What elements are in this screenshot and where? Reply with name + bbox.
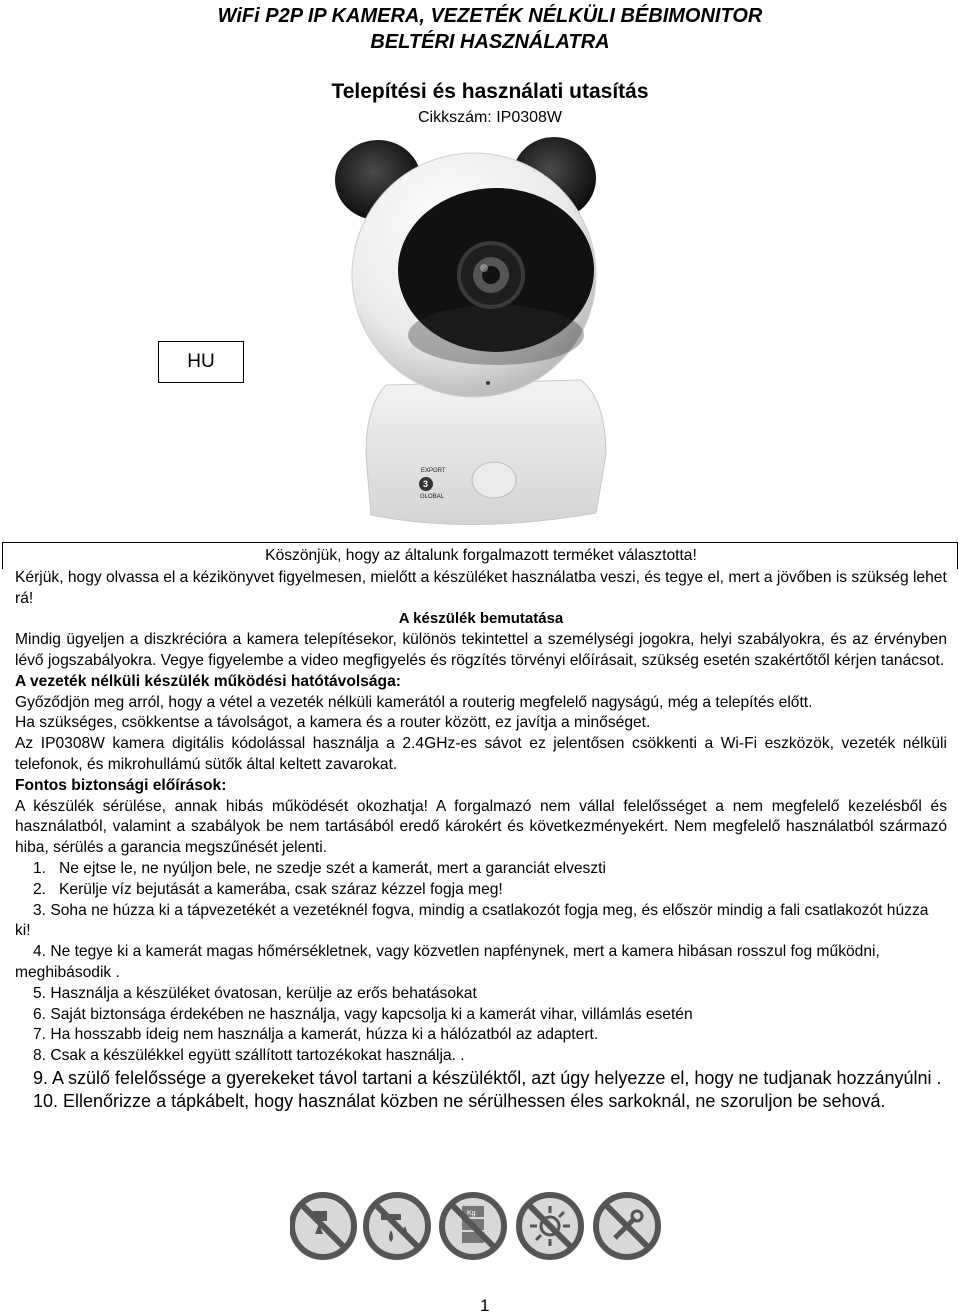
page-number: 1 <box>480 1296 490 1315</box>
rule-item: 3. Soha ne húzza ki a tápvezetékét a vezetéknél fogva, mindig a csatlakozót fogja meg, és először mindig a fali csatlakozót húzza ki! <box>15 901 929 940</box>
no-heavy-load-icon <box>442 1195 504 1257</box>
thanks-text: Köszönjük, hogy az általunk forgalmazott terméket választotta! <box>265 547 697 564</box>
document-subtitle: Telepítési és használati utasítás <box>331 80 649 103</box>
document-title-line2: BELTÉRI HASZNÁLATRA <box>370 31 610 53</box>
no-drop-icon <box>292 1195 354 1257</box>
camera-button <box>472 462 516 498</box>
section3-heading: Fontos biztonsági előírások: <box>15 776 227 794</box>
document-body <box>15 546 947 1113</box>
rule-item: 10. Ellenőrizze a tápkábelt, hogy használat közben ne sérülhessen éles sarkoknál, ne szoruljon be sehová. <box>33 1090 886 1111</box>
language-box: HU <box>158 341 244 383</box>
svg-text:Kg: Kg <box>467 1210 476 1217</box>
section1-text: Mindig ügyeljen a diszkrécióra a kamera telepítésekor, különös tekintettel a személységi jogokra, helyi szabályokra, és az érvényben lévő jogszabályokra. Vegye figyelembe a video megfigyelés és rögzítés törvényi előírásait, szükség esetén szakértőtől kérjen tanácsot. <box>15 631 947 669</box>
section1-heading: A készülék bemutatása <box>398 610 564 628</box>
section2-heading: A vezeték nélküli készülék működési hatótávolsága: <box>15 672 401 690</box>
camera-image <box>326 135 616 530</box>
camera-base <box>366 380 606 525</box>
rule-item: 2. Kerülje víz bejutását a kamerába, csak száraz kézzel fogja meg! <box>33 880 503 898</box>
intro-frame-right <box>957 542 958 569</box>
no-water-icon <box>366 1195 428 1257</box>
rule-item: 4. Ne tegye ki a kamerát magas hőmérsékletnek, vagy közvetlen napfénynek, mert a kamera hibásan rosszul fog működni, meghibásodik . <box>15 943 880 981</box>
product-sku: Cikkszám: IP0308W <box>417 109 563 126</box>
read-manual-text: Kérjük, hogy olvassa el a kézikönyvet figyelmesen, mielőtt a készüléket használatba veszi, és tegye el, mert a jövőben is szükség lehet rá! <box>15 568 947 607</box>
warning-signs <box>290 1190 670 1270</box>
svg-text:3: 3 <box>423 479 429 489</box>
rule-item: 7. Ha hosszabb ideig nem használja a kamerát, húzza ki a hálózatból az adaptert. <box>33 1026 599 1044</box>
no-disassemble-icon <box>596 1195 658 1257</box>
rule-item: 6. Saját biztonsága érdekében ne használja, vagy kapcsolja ki a kamerát vihar, villámlás esetén <box>33 1005 693 1023</box>
document-title-line1: WiFi P2P IP KAMERA, VEZETÉK NÉLKÜLI BÉBIMONITOR <box>217 5 763 27</box>
svg-text:GLOBAL: GLOBAL <box>420 494 445 500</box>
rule-item: 9. A szülő felelőssége a gyerekeket távol tartani a készüléktől, azt úgy helyezze el, hogy ne tudjanak hozzányúlni . <box>33 1067 942 1088</box>
rule-item: 5. Használja a készüléket óvatosan, kerülje az erős behatásokat <box>33 984 477 1002</box>
section3-text: A készülék sérülése, annak hibás működését okozhatja! A forgalmazó nem vállal felelősséget a nem megfelelő kezelésből és használatból, valamint a szabályok be nem tartásából eredő károkért és következményekért. Nem megfelelő használatból származó hiba, sérülés a garancia megszűnését jelenti. <box>15 797 947 857</box>
intro-frame-top <box>2 542 957 544</box>
svg-text:EXPORT: EXPORT <box>421 468 446 474</box>
section2-text2: Ha szükséges, csökkentse a távolságot, a kamera és a router között, ez javítja a minőséget. <box>15 714 651 732</box>
intro-frame-left <box>2 542 3 569</box>
no-sunlight-icon <box>519 1195 581 1257</box>
section2-text3: Az IP0308W kamera digitális kódolással használja a 2.4GHz-es sávot ez jelentősen csökkenti a Wi-Fi eszközök, vezeték nélküli telefonok, és mikrohullámú sütők által keltett zavarokat. <box>15 735 947 773</box>
rule-item: 8. Csak a készülékkel együtt szállított tartozékokat használja. . <box>33 1047 465 1065</box>
rule-item: 1. Ne ejtse le, ne nyúljon bele, ne szedje szét a kamerát, mert a garanciát elveszti <box>33 859 606 877</box>
section2-text1: Győződjön meg arról, hogy a vétel a vezeték nélküli kamerától a routerig megfelelő nagyságú, még a telepítés előtt. <box>15 693 813 711</box>
